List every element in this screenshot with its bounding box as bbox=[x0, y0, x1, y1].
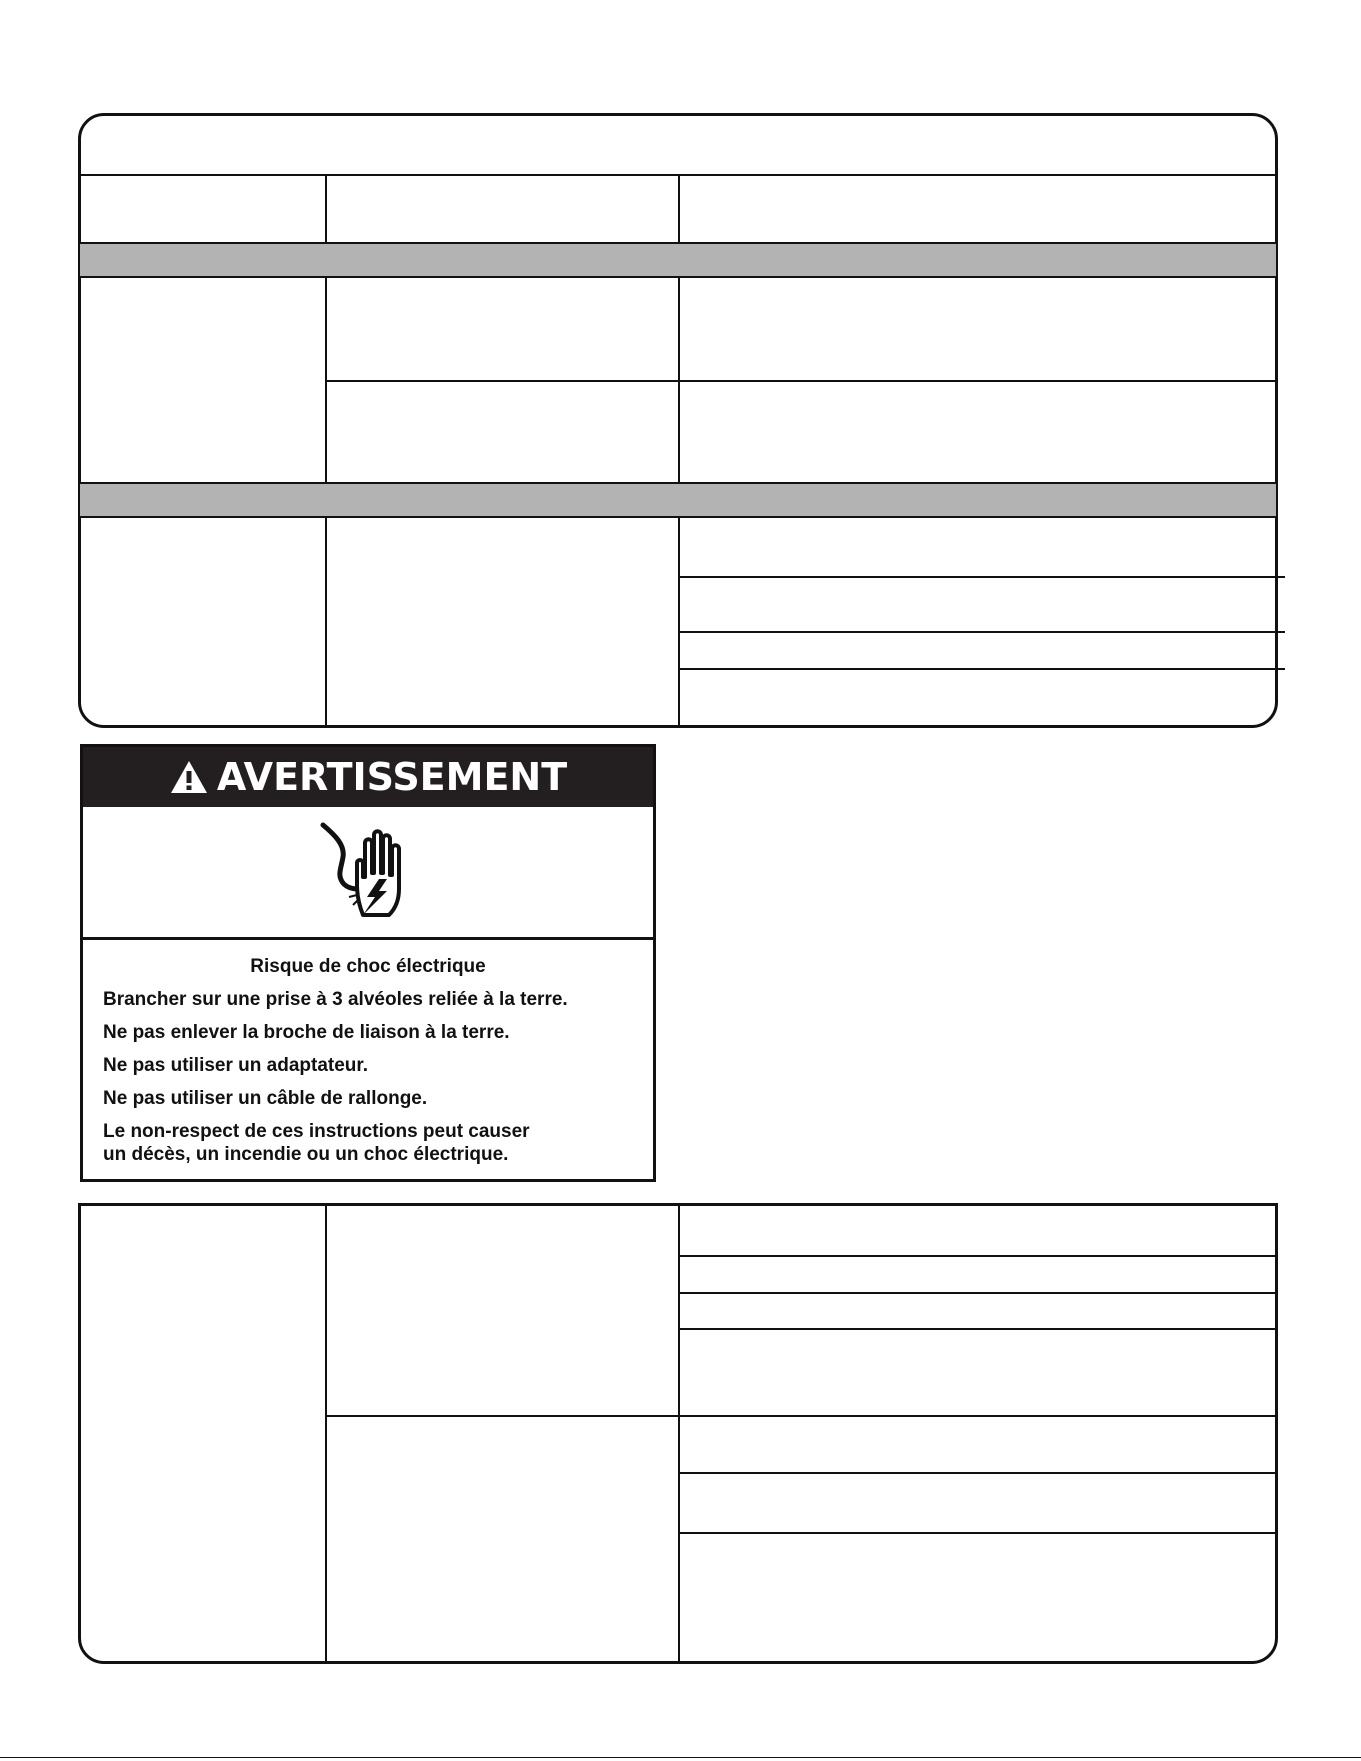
lower-row-rule-2 bbox=[678, 1292, 1276, 1294]
lower-row-rule-1 bbox=[678, 1255, 1276, 1257]
lower-col-divider-2 bbox=[678, 1205, 680, 1662]
lower-row-rule-5 bbox=[678, 1472, 1276, 1474]
warning-line-adapter: Ne pas utiliser un adaptateur. bbox=[103, 1055, 369, 1076]
warning-consequence bbox=[103, 1120, 633, 1166]
upper-row-rule-3 bbox=[678, 631, 1285, 633]
warning-header bbox=[83, 747, 653, 807]
upper-table-section-band-2 bbox=[80, 482, 1276, 518]
upper-row-rule-4 bbox=[678, 668, 1285, 670]
upper-row-rule-1 bbox=[325, 380, 1276, 382]
warning-title: AVERTISSEMENT bbox=[216, 755, 568, 799]
upper-col-divider-1a bbox=[325, 174, 327, 242]
electric-shock-hand-icon bbox=[313, 817, 423, 927]
lower-row-rule-6 bbox=[678, 1532, 1276, 1534]
upper-col-divider-1c bbox=[325, 518, 327, 726]
upper-table-section-band-1 bbox=[80, 242, 1276, 278]
upper-row-rule-2 bbox=[678, 576, 1285, 578]
lower-row-rule-4 bbox=[325, 1415, 1276, 1417]
upper-col-divider-2a bbox=[678, 174, 680, 242]
warning-line-ground: Brancher sur une prise à 3 alvéoles reliée à la terre. bbox=[103, 989, 568, 1010]
warning-consequence-line-2: un décès, un incendie ou un choc électrique. bbox=[103, 1144, 509, 1165]
warning-consequence-line-1: Le non-respect de ces instructions peut causer bbox=[103, 1121, 530, 1142]
warning-line-extension: Ne pas utiliser un câble de rallonge. bbox=[103, 1088, 428, 1109]
page-bottom-rule bbox=[0, 1757, 1361, 1758]
warning-text bbox=[83, 940, 653, 1176]
warning-line-pin: Ne pas enlever la broche de liaison à la terre. bbox=[103, 1022, 510, 1043]
upper-col-divider-2c bbox=[678, 518, 680, 726]
lower-col-divider-1 bbox=[325, 1205, 327, 1662]
electric-shock-warning-box bbox=[80, 744, 656, 1182]
warning-subtitle: Risque de choc électrique bbox=[250, 956, 486, 977]
warning-triangle-icon bbox=[169, 759, 209, 795]
lower-row-rule-3 bbox=[678, 1328, 1276, 1330]
warning-icon-area bbox=[83, 807, 653, 940]
